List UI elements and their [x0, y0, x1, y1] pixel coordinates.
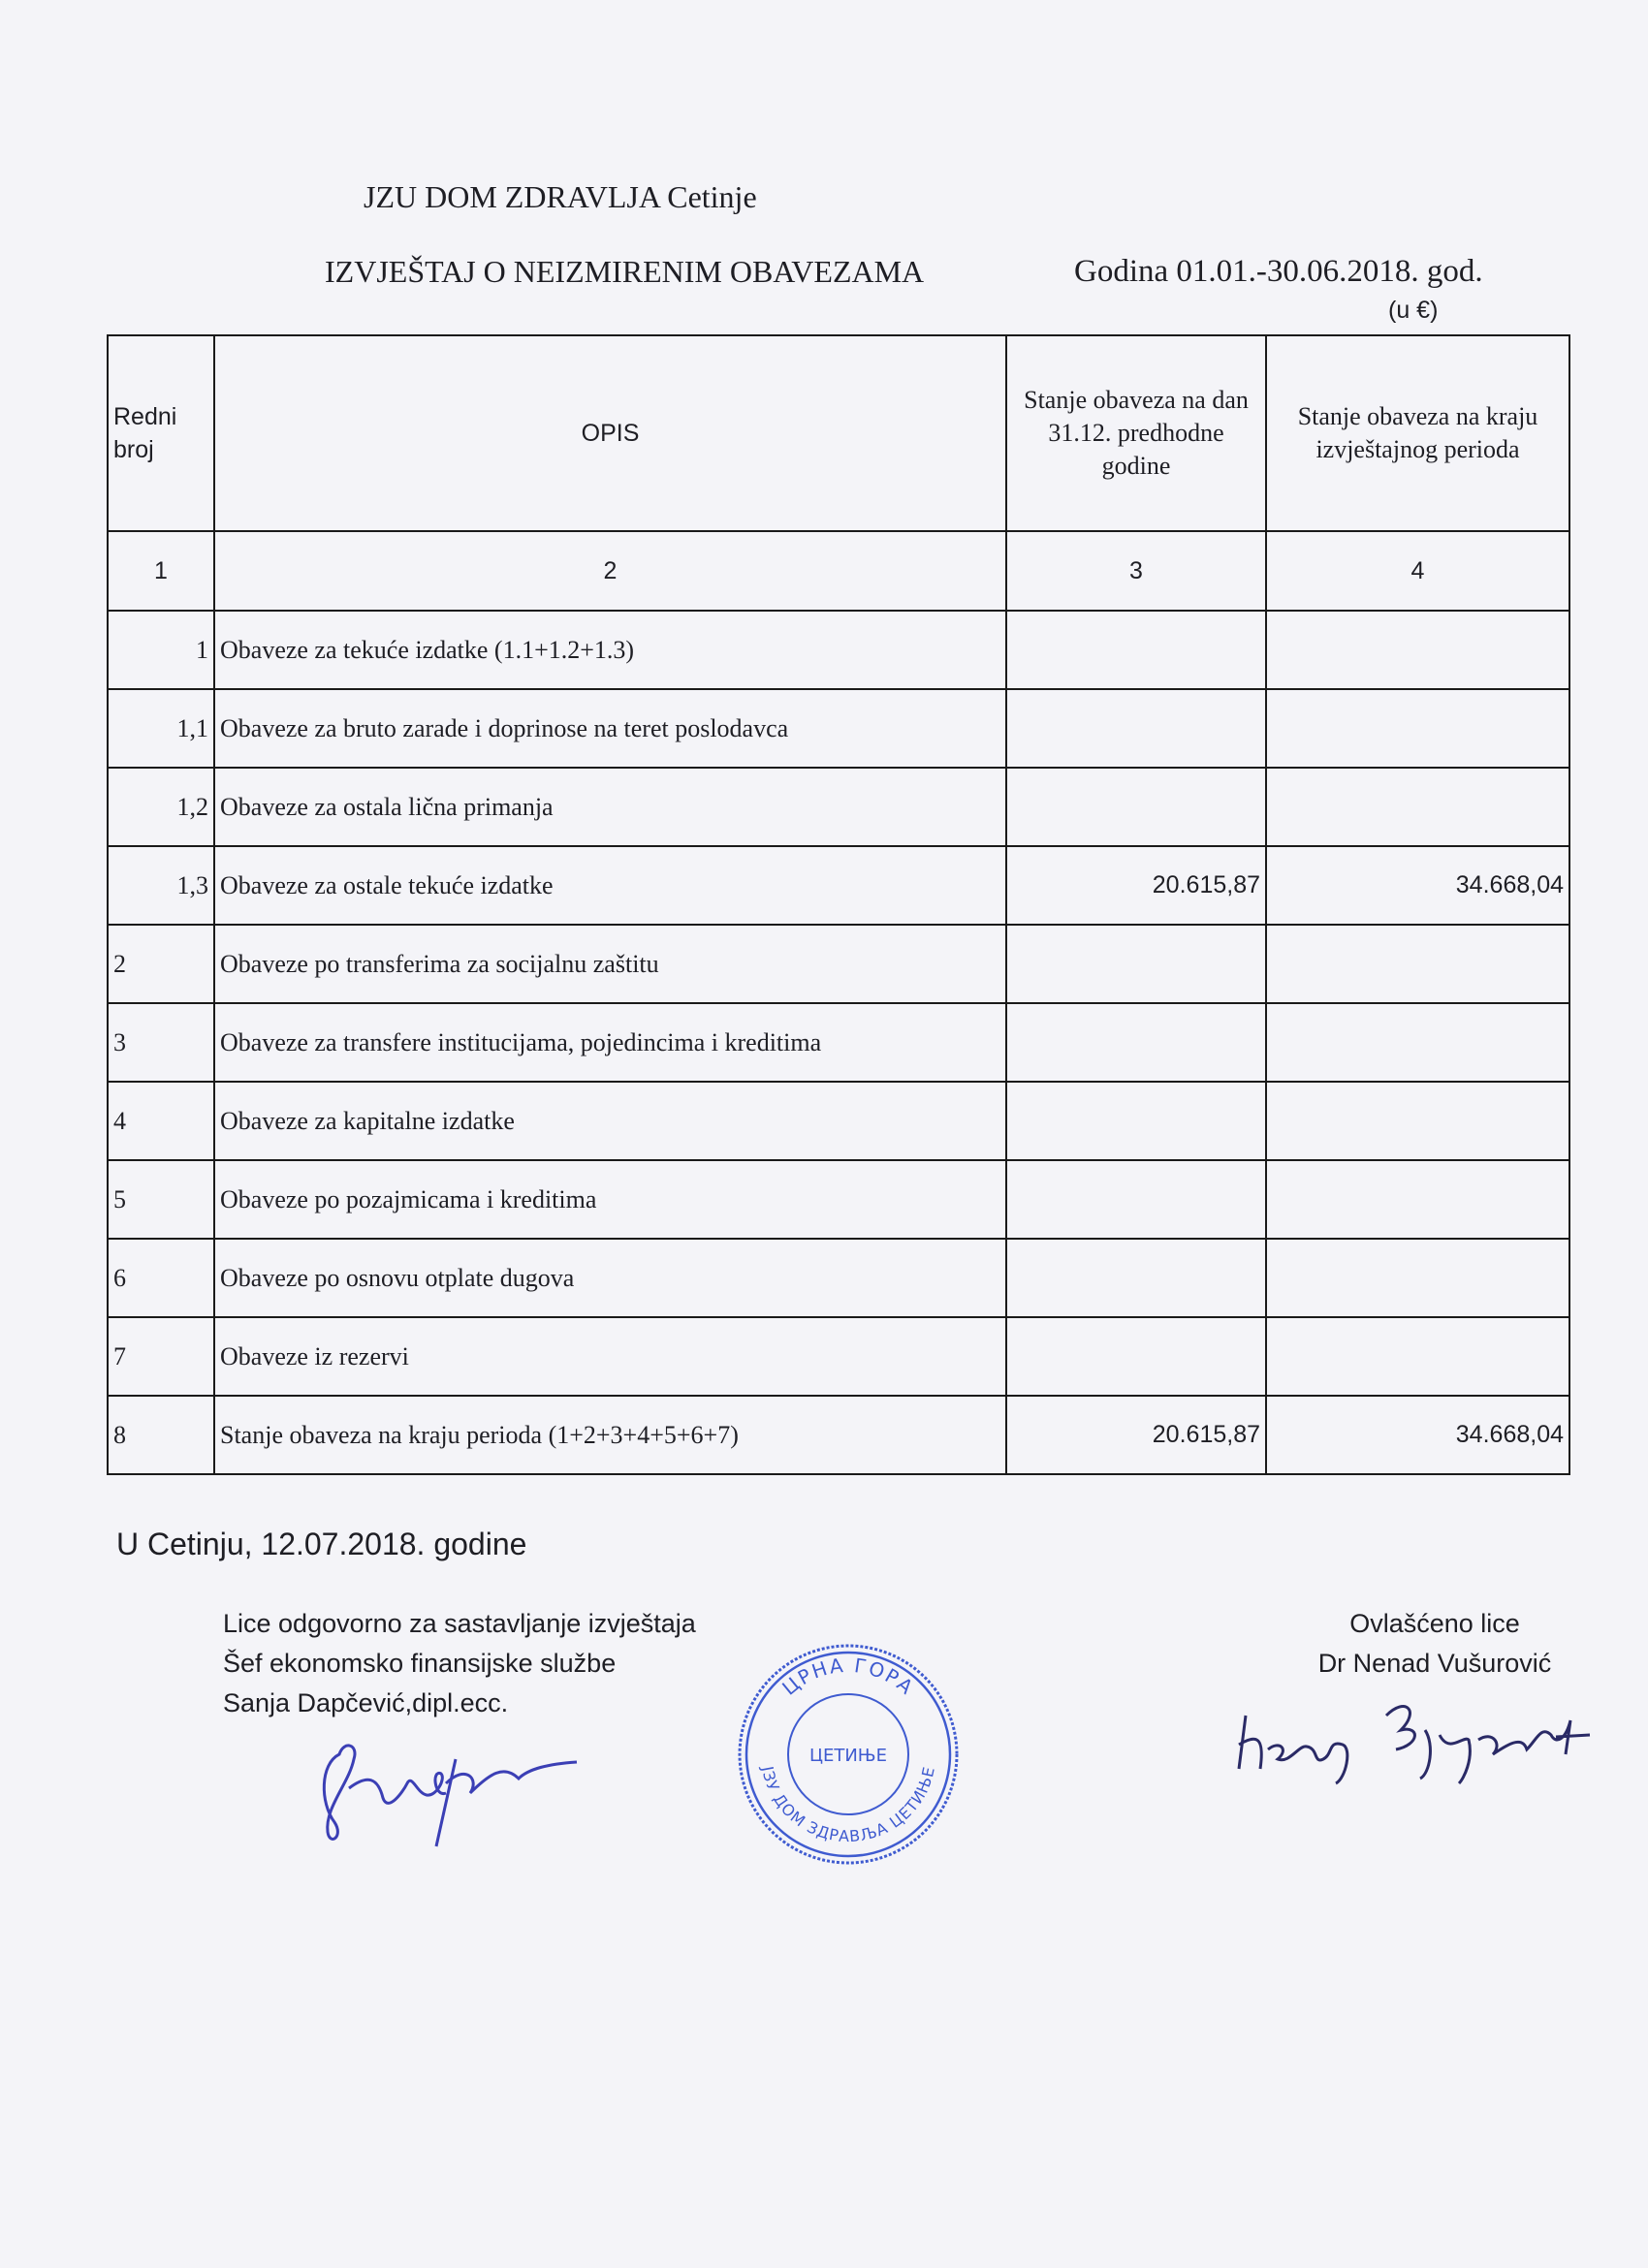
column-header-desc: OPIS [214, 335, 1006, 531]
right-signatory-name: Dr Nenad Vušurović [1317, 1649, 1552, 1678]
report-period: Godina 01.01.-30.06.2018. god. [1074, 254, 1483, 289]
row-prev-value [1006, 1239, 1266, 1317]
institution-name: JZU DOM ZDRAVLJA Cetinje [364, 179, 757, 214]
column-number: 3 [1006, 531, 1266, 611]
row-description: Obaveze po osnovu otplate dugova [214, 1239, 1006, 1317]
table-row [108, 1160, 1569, 1239]
row-number: 8 [108, 1396, 214, 1474]
table-row [108, 1082, 1569, 1160]
table-row [108, 1317, 1569, 1396]
row-prev-value [1006, 1160, 1266, 1239]
table-header-row [108, 335, 1569, 531]
row-number: 4 [108, 1082, 214, 1160]
right-signatory-role: Ovlašćeno lice [1349, 1609, 1520, 1638]
row-end-value [1266, 768, 1569, 846]
left-signatory-block [223, 1604, 696, 1723]
row-number: 7 [108, 1317, 214, 1396]
official-stamp-image [732, 1638, 965, 1871]
right-signature-image [1231, 1686, 1600, 1793]
row-end-value [1266, 1317, 1569, 1396]
table-row [108, 1003, 1569, 1082]
table-row [108, 611, 1569, 689]
row-prev-value [1006, 1317, 1266, 1396]
table-row [108, 768, 1569, 846]
row-prev-value: 20.615,87 [1006, 1396, 1266, 1474]
row-number: 1,3 [108, 846, 214, 925]
row-prev-value [1006, 1003, 1266, 1082]
row-end-value [1266, 1082, 1569, 1160]
row-number: 2 [108, 925, 214, 1003]
row-end-value: 34.668,04 [1266, 846, 1569, 925]
row-description: Obaveze za bruto zarade i doprinose na teret poslodavca [214, 689, 1006, 768]
column-number: 4 [1266, 531, 1569, 611]
row-description: Obaveze za transfere institucijama, pojedincima i kreditima [214, 1003, 1006, 1082]
table-row [108, 846, 1569, 925]
row-number: 1,1 [108, 689, 214, 768]
table-row [108, 925, 1569, 1003]
currency-note: (u €) [1388, 297, 1439, 324]
row-prev-value: 20.615,87 [1006, 846, 1266, 925]
svg-text:ЦРНА ГОРА: ЦРНА ГОРА [777, 1653, 919, 1700]
row-description: Obaveze iz rezervi [214, 1317, 1006, 1396]
row-number: 6 [108, 1239, 214, 1317]
row-end-value [1266, 1160, 1569, 1239]
left-signature-image [310, 1725, 582, 1861]
row-prev-value [1006, 689, 1266, 768]
column-header-end: Stanje obaveza na kraju izvještajnog perioda [1266, 335, 1569, 531]
obligations-table [107, 334, 1570, 1475]
row-number: 3 [108, 1003, 214, 1082]
row-prev-value [1006, 1082, 1266, 1160]
row-prev-value [1006, 611, 1266, 689]
row-description: Obaveze za ostala lična primanja [214, 768, 1006, 846]
svg-text:ЦЕТИЊЕ: ЦЕТИЊЕ [809, 1746, 887, 1766]
place-date: U Cetinju, 12.07.2018. godine [116, 1527, 527, 1561]
row-end-value [1266, 611, 1569, 689]
report-title: IZVJEŠTAJ O NEIZMIRENIM OBAVEZAMA [325, 254, 925, 289]
row-number: 5 [108, 1160, 214, 1239]
column-number: 1 [108, 531, 214, 611]
row-prev-value [1006, 768, 1266, 846]
row-end-value: 34.668,04 [1266, 1396, 1569, 1474]
row-description: Obaveze za tekuće izdatke (1.1+1.2+1.3) [214, 611, 1006, 689]
row-end-value [1266, 1003, 1569, 1082]
table-row-total [108, 1396, 1569, 1474]
right-signatory-block [1280, 1604, 1590, 1684]
row-description: Obaveze za kapitalne izdatke [214, 1082, 1006, 1160]
column-number-row [108, 531, 1569, 611]
row-description: Obaveze po pozajmicama i kreditima [214, 1160, 1006, 1239]
row-description: Stanje obaveza na kraju perioda (1+2+3+4+5+6+7) [214, 1396, 1006, 1474]
table-row [108, 1239, 1569, 1317]
column-number: 2 [214, 531, 1006, 611]
row-description: Obaveze za ostale tekuće izdatke [214, 846, 1006, 925]
left-signatory-role: Lice odgovorno za sastavljanje izvještaja [223, 1609, 696, 1638]
column-header-no: Redni broj [108, 335, 214, 531]
row-end-value [1266, 925, 1569, 1003]
row-end-value [1266, 689, 1569, 768]
table-row [108, 689, 1569, 768]
left-signatory-position: Šef ekonomsko finansijske službe [223, 1649, 617, 1678]
row-end-value [1266, 1239, 1569, 1317]
left-signatory-name: Sanja Dapčević,dipl.ecc. [223, 1688, 509, 1717]
row-description: Obaveze po transferima za socijalnu zaštitu [214, 925, 1006, 1003]
svg-text:ЈЗУ ДОМ ЗДРАВЉА ЦЕТИЊЕ: ЈЗУ ДОМ ЗДРАВЉА ЦЕТИЊЕ [758, 1764, 939, 1846]
row-prev-value [1006, 925, 1266, 1003]
column-header-prev: Stanje obaveza na dan 31.12. predhodne godine [1006, 335, 1266, 531]
row-number: 1 [108, 611, 214, 689]
row-number: 1,2 [108, 768, 214, 846]
